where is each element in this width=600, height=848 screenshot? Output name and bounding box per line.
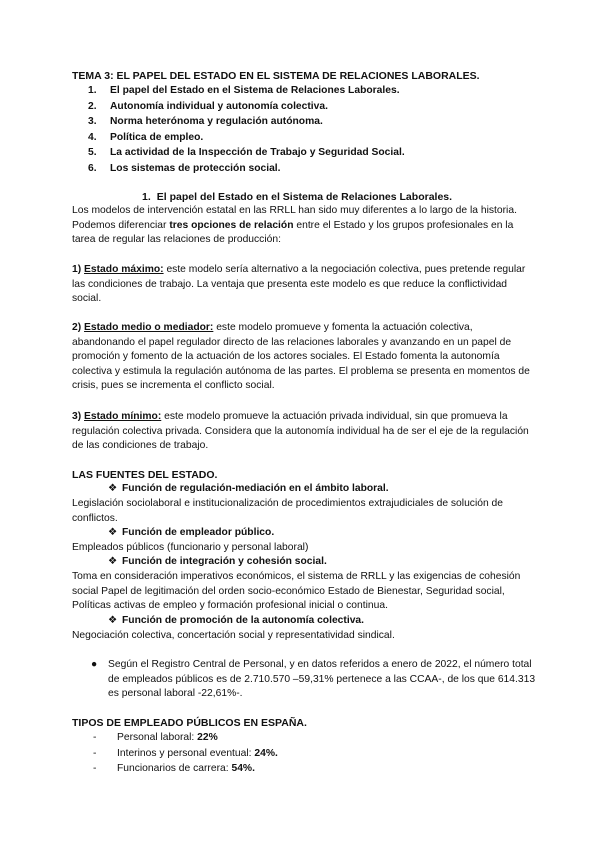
- toc-item: 4. Política de empleo.: [88, 131, 204, 143]
- list-item: - Funcionarios de carrera: 54%.: [93, 763, 255, 774]
- section-heading: 1. El papel del Estado en el Sistema de Relaciones Laborales.: [142, 191, 453, 203]
- diamond-bullet-icon: ❖: [108, 527, 118, 538]
- fuentes-heading: LAS FUENTES DEL ESTADO.: [72, 469, 218, 481]
- function-title: ❖ Función de promoción de la autonomía colectiva.: [108, 614, 364, 629]
- toc-item: 6. Los sistemas de protección social.: [88, 162, 281, 174]
- toc-item: 3. Norma heterónoma y regulación autónoma.: [88, 116, 323, 128]
- bullet-dot-icon: ●: [91, 659, 98, 670]
- function-title: ❖ Función de empleador público.: [108, 526, 274, 541]
- section-intro: Los modelos de intervención estatal en las RRLL han sido muy diferentes a lo largo de la historia. Podemos diferenciar tres opciones de relación entre el Estado y los grupos profesionales en la tarea de regular las relaciones de producción:: [72, 205, 517, 246]
- tipos-heading: TIPOS DE EMPLEADO PÚBLICOS EN ESPAÑA.: [72, 717, 307, 729]
- model-estado-medio: 2) Estado medio o mediador: este modelo promueve y fomenta la actuación colectiva, abandonando el papel regulador directo de las relaciones laborales y avanzando en un papel de promoción y fomento de la actuación de los actores sociales. El Estado fomenta la autonomía colectiva y estimula la regulación autónoma de las partes. El problema se presenta en momentos de crisis, pues se incrementa el conflicto social.: [72, 322, 530, 392]
- toc-item: 1. El papel del Estado en el Sistema de Relaciones Laborales.: [88, 85, 400, 96]
- model-estado-maximo: 1) Estado máximo: este modelo sería alternativo a la negociación colectiva, pues pretende regular las condiciones de trabajo. La ventaja que presenta este modelo es que reduce la conflictividad social.: [72, 264, 526, 305]
- model-estado-minimo: 3) Estado mínimo: este modelo promueve la actuación privada individual, sin que promueva la regulación colectiva privada. Considera que la autonomía individual ha de ser el eje de la regulación de las condiciones de trabajo.: [72, 411, 529, 452]
- page-title: TEMA 3: EL PAPEL DEL ESTADO EN EL SISTEMA DE RELACIONES LABORALES.: [72, 70, 480, 82]
- table-of-contents: [88, 84, 405, 178]
- function-text: Negociación colectiva, concertación social y representatividad sindical.: [72, 630, 395, 641]
- diamond-bullet-icon: ❖: [108, 615, 118, 626]
- diamond-bullet-icon: ❖: [108, 556, 118, 567]
- toc-item: 5. La actividad de la Inspección de Trabajo y Seguridad Social.: [88, 147, 405, 159]
- function-title: ❖ Función de integración y cohesión social.: [108, 555, 327, 570]
- list-item: - Personal laboral: 22%: [93, 732, 218, 743]
- toc-item: 2. Autonomía individual y autonomía colectiva.: [88, 100, 328, 112]
- diamond-bullet-icon: ❖: [108, 483, 118, 494]
- list-item: - Interinos y personal eventual: 24%.: [93, 747, 278, 759]
- tipos-list: [93, 731, 278, 778]
- function-title: ❖ Función de regulación-mediación en el ámbito laboral.: [108, 482, 389, 497]
- function-text: Legislación sociolaboral e institucionalización de procedimientos extrajudiciales de solución de conflictos.: [72, 498, 504, 524]
- function-text: Empleados públicos (funcionario y personal laboral): [72, 542, 309, 553]
- registro-bullet: ● Según el Registro Central de Personal, y en datos referidos a enero de 2022, el número total de empleados públicos es de 2.710.570 –59,31% pertenece a las CCAA-, de los que 614.313 es personal laboral -22,61%-.: [91, 659, 536, 700]
- function-text: Toma en consideración imperativos económicos, el sistema de RRLL y las exigencias de cohesión social Papel de legitimación del orden socio-económico Estado de Bienestar, Seguridad social, Políticas activas de empleo y formación profesional inicial o continua.: [72, 571, 521, 612]
